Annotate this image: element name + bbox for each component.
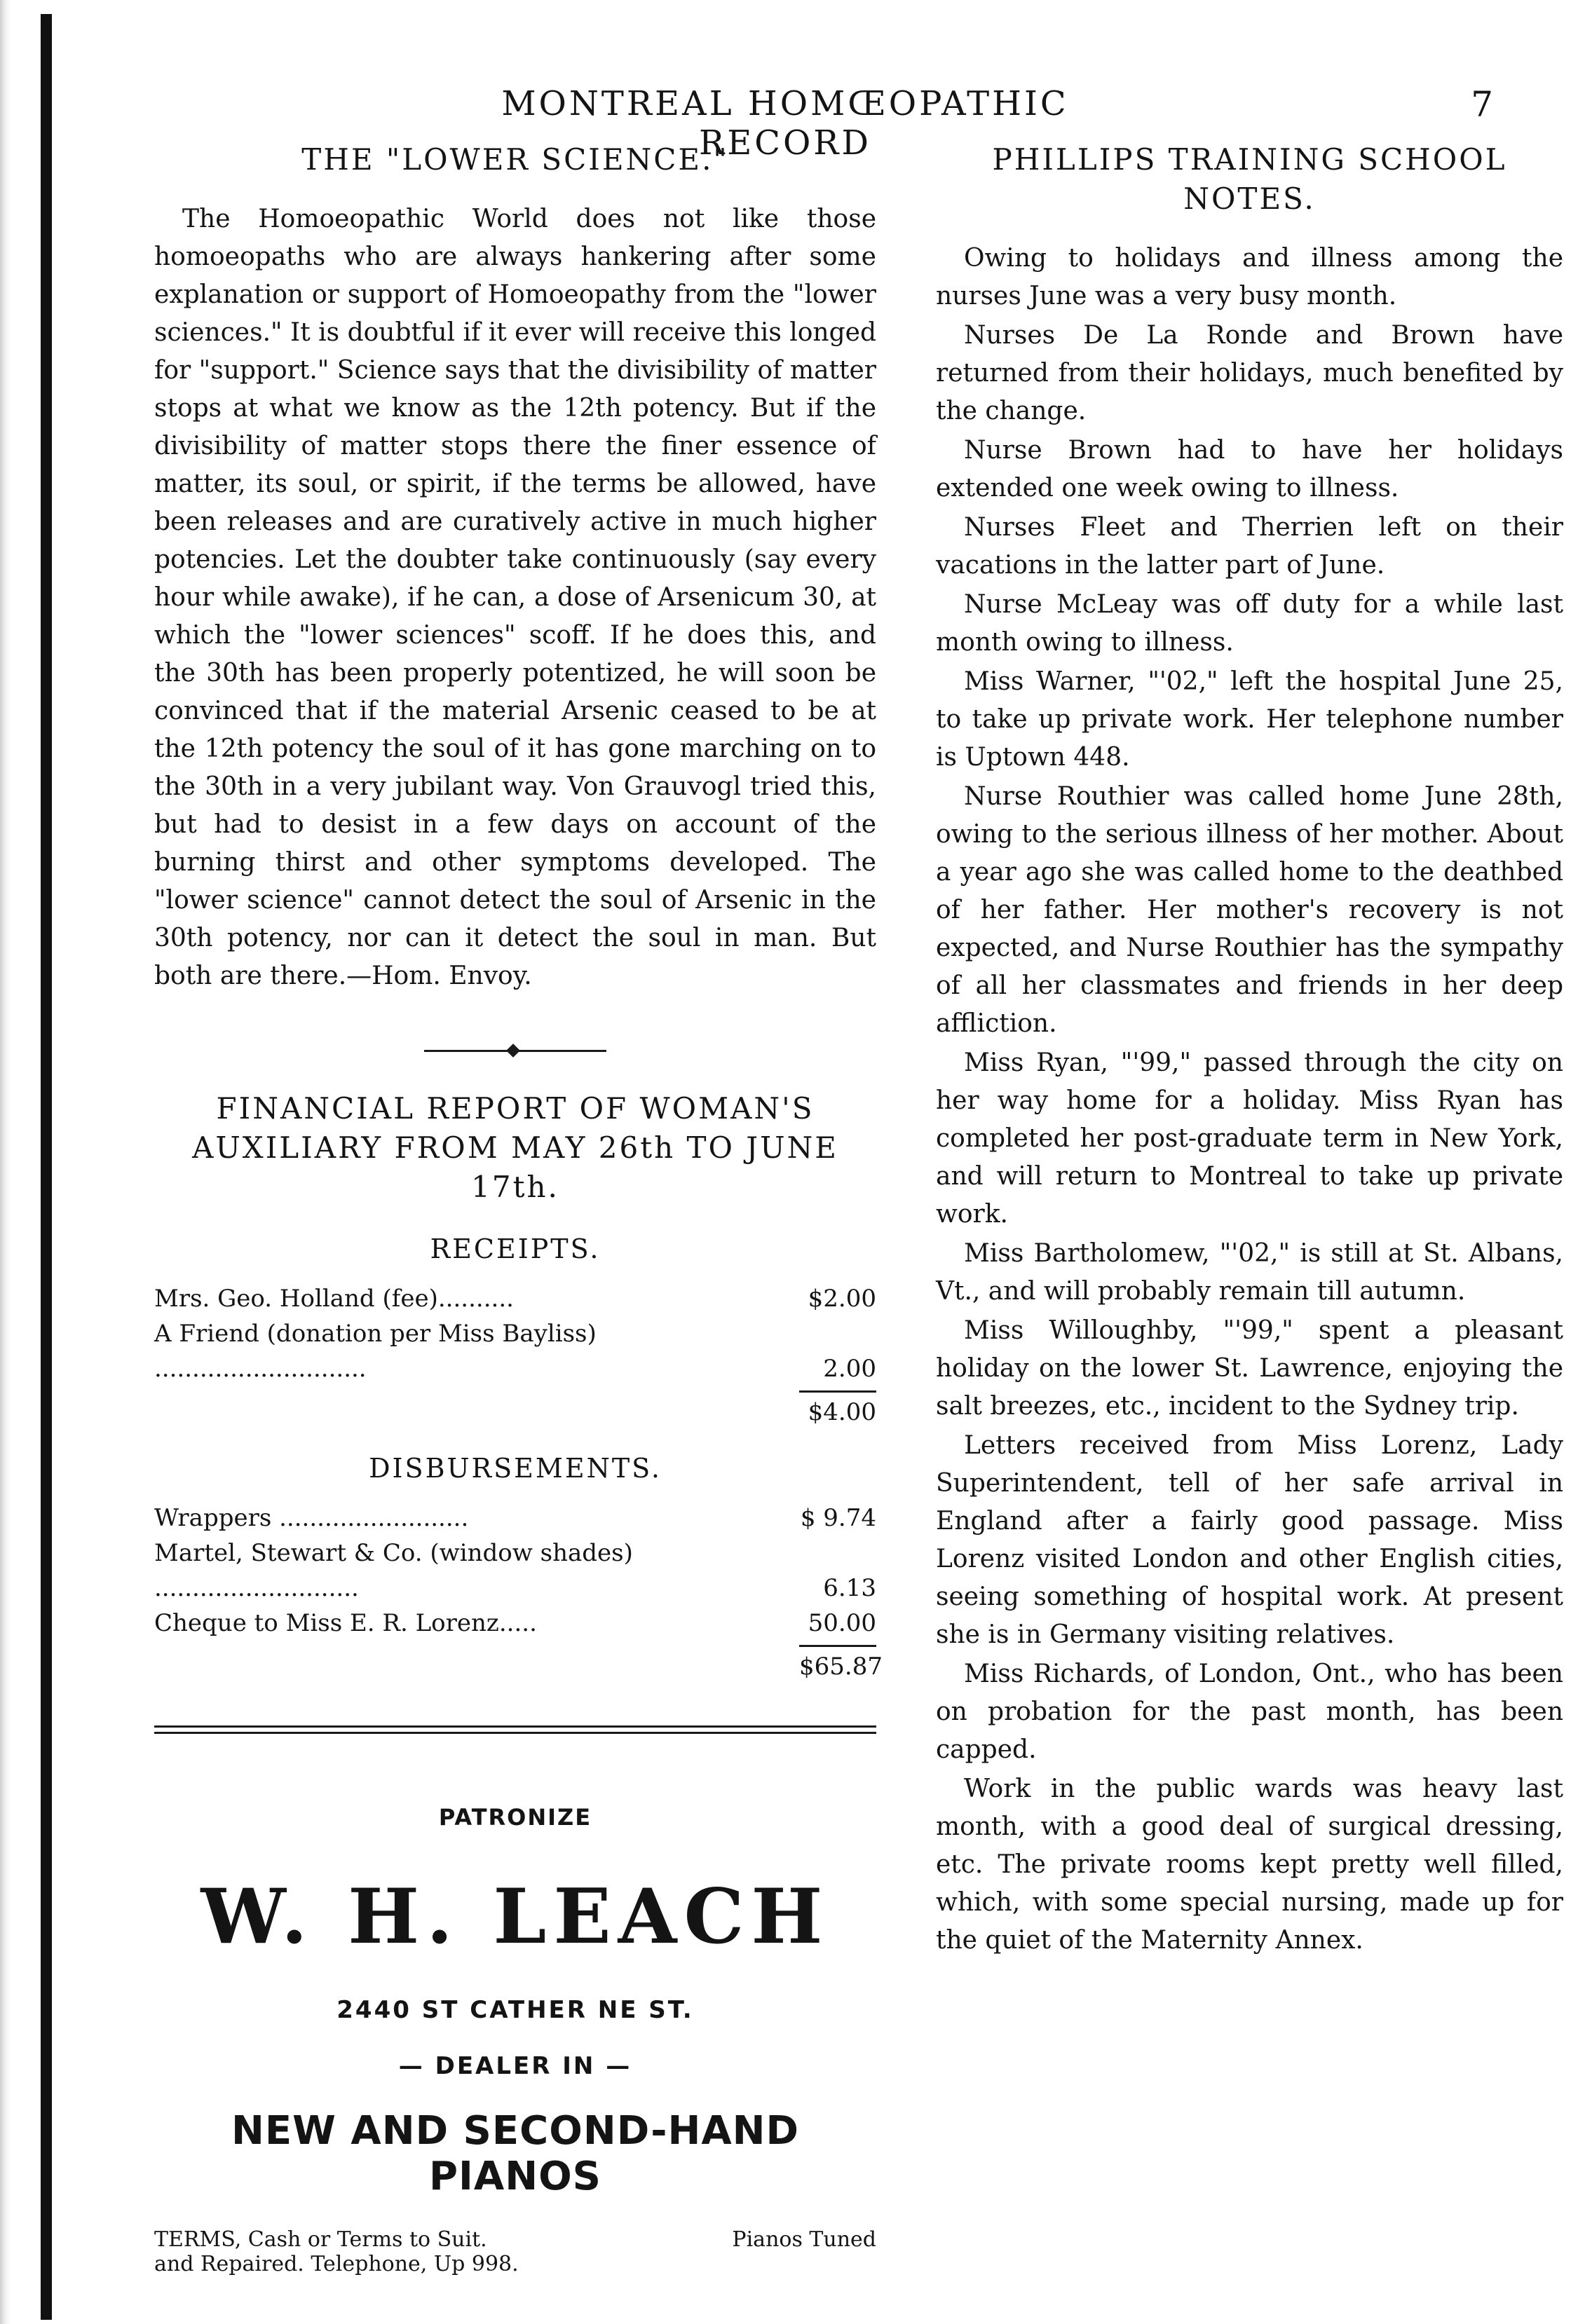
note-paragraph: Miss Willoughby, "'99," spent a pleasant holiday on the lower St. Lawrence, enjoying the salt breezes, etc., incident to the Sydney trip. [936,1316,1563,1421]
ad-terms-left2: and Repaired. Telephone, Up 998. [154,2252,519,2276]
advertisement [154,1804,876,2276]
ad-name: W. H. LEACH [200,1873,830,1961]
ad-terms [154,2227,876,2276]
ledger-desc: Mrs. Geo. Holland (fee).......... [154,1285,514,1313]
ledger-amount: 50.00 [808,1609,876,1637]
ad-address: 2440 ST CATHER NE ST. [336,1996,694,2024]
ad-terms-right: Pianos Tuned [732,2227,876,2252]
ledger-amount: $ 9.74 [800,1504,876,1532]
ad-pianos: NEW AND SECOND-HAND PIANOS [231,2108,800,2199]
ledger-row [154,1606,876,1641]
ledger-amount: 2.00 [823,1355,876,1383]
receipts-ledger [154,1281,876,1426]
left-column [154,140,883,2276]
note-paragraph: Miss Ryan, "'99," passed through the city on her way home for a holiday. Miss Ryan has completed her post-graduate term in New York, and will return to Montreal to take up private work. [936,1048,1563,1229]
note-paragraph: Nurses Fleet and Therrien left on their vacations in the latter part of June. [936,513,1563,580]
ledger-desc: Martel, Stewart & Co. (window shades) ........................... [154,1539,633,1602]
disbursements-ledger [154,1501,883,1681]
notes-list [936,240,1563,1960]
ledger-desc: Cheque to Miss E. R. Lorenz..... [154,1609,537,1637]
note-paragraph: Nurse Routhier was called home June 28th, owing to the serious illness of her mother. About a year ago she was called home to the deathbed of her father. Her mother's recovery is not expected, and Nurse Routhier has the sympathy of all her classmates and friends in her deep affliction. [936,782,1563,1038]
note-paragraph: Miss Richards, of London, Ont., who has been on probation for the past month, has been capped. [936,1660,1563,1764]
ledger-amount: $2.00 [808,1285,876,1313]
article-title: THE "LOWER SCIENCE." [301,142,729,177]
binding-edge [0,0,32,2324]
article-body: The Homoeopathic World does not like those homoeopaths who are always hankering after some explanation or support of Homoeopathy from the "lower sciences." It is doubtful if it ever will receive this longed for "support." Science says that the divisibility of matter stops at what we know as the 12th potency. But if the divisibility of matter stops there the finer essence of matter, its soul, or spirit, if the terms be allowed, have been releases and are curatively active in much higher potencies. Let the doubter take continuously (say every hour while awake), if he can, a dose of Arsenicum 30, at which the "lower sciences" scoff. If he does this, and the 30th has been properly potentized, he will soon be convinced that if the material Arsenic ceased to be at the 12th potency the soul of it has gone marching on to the 30th in a very jubilant way. Von Grauvogl tried this, but had to desist in a few days on account of the burning thirst and other symptoms developed. The "lower science" cannot detect the soul of Arsenic in the 30th potency, nor can it detect the soul in man. But both are there.—Hom. Envoy. [154,205,877,990]
ledger-total-row [154,1645,883,1681]
ledger-desc: Wrappers ......................... [154,1504,469,1532]
receipts-heading: RECEIPTS. [430,1233,601,1264]
note-paragraph: Nurse Brown had to have her holidays extended one week owing to illness. [936,436,1563,503]
ornamental-rule [424,1040,606,1061]
disbursements-heading: DISBURSEMENTS. [369,1453,662,1484]
school-notes-title: PHILLIPS TRAINING SCHOOL NOTES. [992,142,1507,216]
note-paragraph: Nurses De La Ronde and Brown have returned from their holidays, much benefited by the change. [936,321,1563,425]
ledger-row [154,1316,876,1386]
ad-dealer: — DEALER IN — [398,2052,632,2080]
ledger-total-row [154,1390,876,1426]
ledger-row [154,1536,876,1606]
disbursements-total: $65.87 [799,1645,876,1681]
note-paragraph: Nurse McLeay was off duty for a while last month owing to illness. [936,590,1563,657]
ledger-desc: A Friend (donation per Miss Bayliss) ............................ [154,1320,597,1383]
report-title: FINANCIAL REPORT OF WOMAN'S AUXILIARY FROM MAY 26th TO JUNE 17th. [192,1091,838,1204]
ledger-amount: 6.13 [823,1574,876,1602]
note-paragraph: Miss Bartholomew, "'02," is still at St. Albans, Vt., and will probably remain till autumn. [936,1239,1563,1306]
right-column [936,140,1563,1961]
ad-patronize: PATRONIZE [438,1804,592,1831]
section-divider [154,1725,876,1734]
page-number: 7 [1471,84,1493,125]
ledger-row [154,1501,876,1536]
receipts-total: $4.00 [799,1390,876,1426]
note-paragraph: Letters received from Miss Lorenz, Lady Superintendent, tell of her safe arrival in England after a fairly good passage. Miss Lorenz visited London and other English cities, seeing something of hospital work. At present she is in Germany visiting relatives. [936,1431,1563,1649]
note-paragraph: Owing to holidays and illness among the nurses June was a very busy month. [936,244,1563,310]
page [77,84,1563,2276]
note-paragraph: Miss Warner, "'02," left the hospital June 25, to take up private work. Her telephone number is Uptown 448. [936,667,1563,772]
ad-terms-left: TERMS, Cash or Terms to Suit. [154,2227,487,2252]
ledger-row [154,1281,876,1316]
note-paragraph: Work in the public wards was heavy last month, with a good deal of surgical dressing, etc. The private rooms kept pretty well filled, which, with some special nursing, made up for the quiet of the Maternity Annex. [936,1775,1563,1955]
running-title: MONTREAL HOMŒOPATHIC RECORD [501,84,1069,163]
